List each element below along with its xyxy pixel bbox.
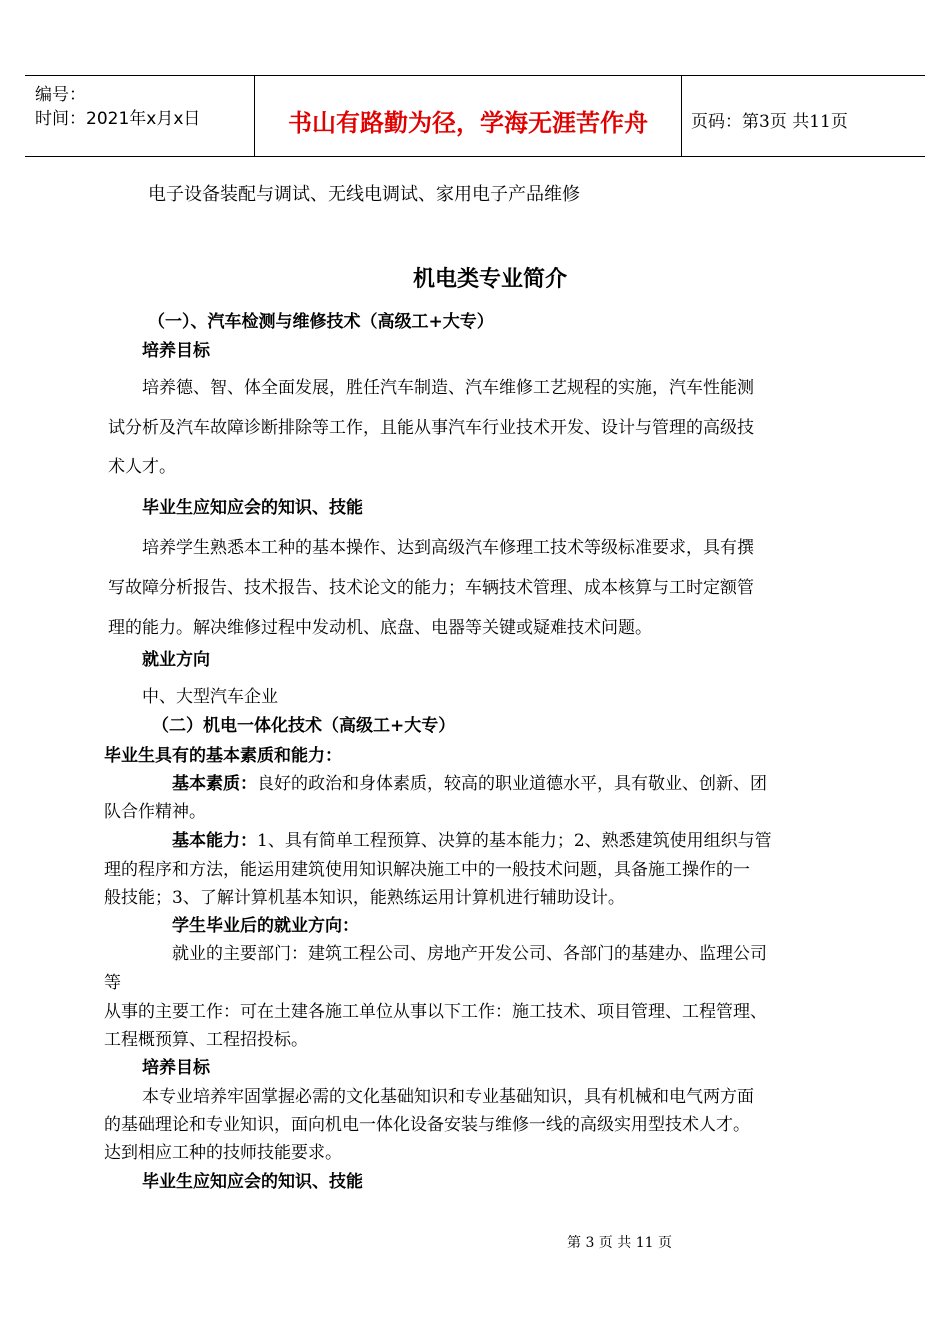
paragraph-line: 术人才。 — [108, 457, 176, 477]
paragraph-line: 等 — [104, 973, 121, 993]
text-line: 电子设备装配与调试、无线电调试、家用电子产品维修 — [148, 184, 580, 205]
paragraph-line: 良好的政治和身体素质，较高的职业道德水平，具有敬业、创新、团 — [257, 774, 767, 794]
paragraph-line: 1、具有简单工程预算、决算的基本能力；2、熟悉建筑使用组织与管 — [257, 831, 772, 851]
paragraph-line: 就业的主要部门：建筑工程公司、房地产开发公司、各部门的基建办、监理公司 — [172, 944, 767, 964]
subheading: 学生毕业后的就业方向： — [172, 916, 359, 936]
page-header — [25, 75, 925, 157]
paragraph-line: 工程概预算、工程招投标。 — [104, 1030, 308, 1050]
paragraph-line: 试分析及汽车故障诊断排除等工作，且能从事汽车行业技术开发、设计与管理的高级技 — [108, 418, 754, 438]
paragraph-line: 队合作精神。 — [104, 802, 206, 822]
paragraph-line: 般技能；3、了解计算机基本知识，能熟练运用计算机进行辅助设计。 — [104, 888, 625, 908]
subheading: 毕业生具有的基本素质和能力： — [104, 746, 342, 766]
section-heading: （二）机电一体化技术（高级工+大专） — [152, 716, 456, 736]
subheading: 培养目标 — [142, 1058, 210, 1078]
page-footer: 第 3 页 共 11 页 — [567, 1235, 672, 1251]
header-info-cell — [25, 76, 254, 156]
inline-label: 基本素质： — [172, 774, 257, 794]
document-number-label: 编号： — [35, 85, 86, 105]
paragraph-line: 本专业培养牢固掌握必需的文化基础知识和专业基础知识，具有机械和电气两方面 — [142, 1087, 754, 1107]
subheading: 就业方向 — [142, 650, 210, 670]
inline-label: 基本能力： — [172, 831, 257, 851]
header-page-cell — [681, 76, 925, 156]
subheading: 毕业生应知应会的知识、技能 — [142, 1172, 363, 1192]
section-heading: （一）、汽车检测与维修技术（高级工+大专） — [148, 312, 494, 332]
paragraph-line: 理的能力。解决维修过程中发动机、底盘、电器等关键或疑难技术问题。 — [108, 618, 652, 638]
document-time-label: 时间：2021年x月x日 — [35, 109, 201, 129]
page-title: 机电类专业简介 — [413, 266, 568, 292]
paragraph-line: 从事的主要工作：可在土建各施工单位从事以下工作：施工技术、项目管理、工程管理、 — [104, 1002, 767, 1022]
subheading: 毕业生应知应会的知识、技能 — [142, 498, 363, 518]
paragraph-line: 写故障分析报告、技术报告、技术论文的能力；车辆技术管理、成本核算与工时定额管 — [108, 578, 754, 598]
header-page-code: 页码：第3页 共11页 — [691, 112, 848, 132]
paragraph-line: 培养德、智、体全面发展，胜任汽车制造、汽车维修工艺规程的实施，汽车性能测 — [142, 378, 754, 398]
subheading: 培养目标 — [142, 341, 210, 361]
paragraph-line: 的基础理论和专业知识，面向机电一体化设备安装与维修一线的高级实用型技术人才。 — [104, 1115, 750, 1135]
motto: 书山有路勤为径，学海无涯苦作舟 — [288, 108, 648, 137]
header-motto-cell — [254, 76, 682, 156]
paragraph-line: 达到相应工种的技师技能要求。 — [104, 1143, 342, 1163]
paragraph-line: 培养学生熟悉本工种的基本操作、达到高级汽车修理工技术等级标准要求，具有撰 — [142, 538, 754, 558]
paragraph-line: 中、大型汽车企业 — [142, 687, 278, 707]
paragraph-line: 理的程序和方法，能运用建筑使用知识解决施工中的一般技术问题，具备施工操作的一 — [104, 860, 750, 880]
